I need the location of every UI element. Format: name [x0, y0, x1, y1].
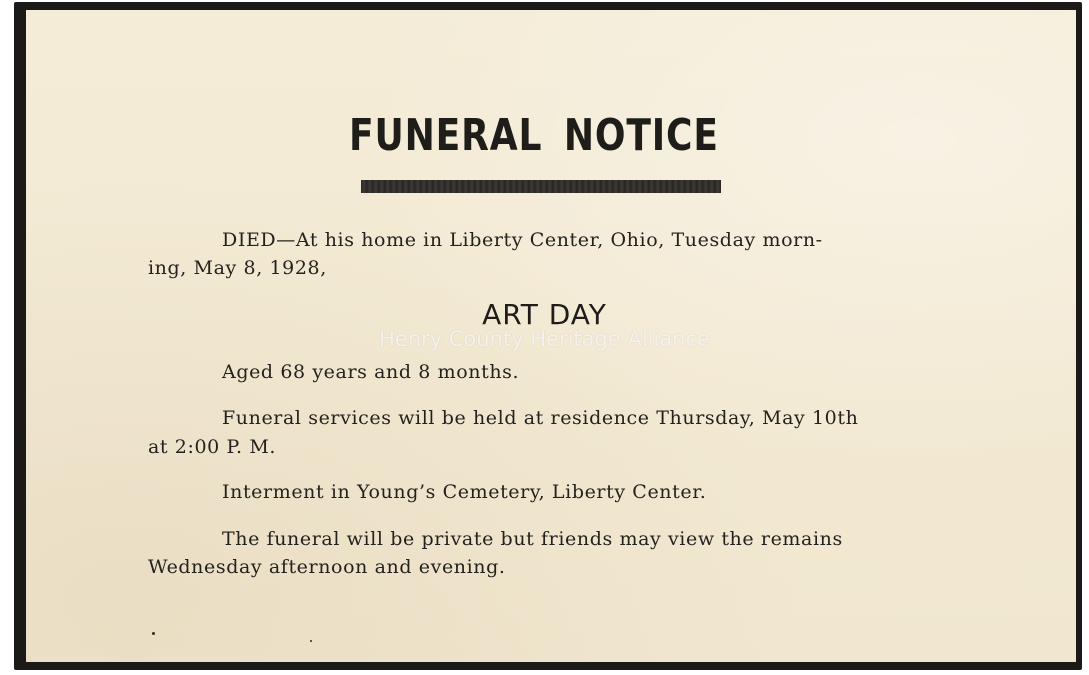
- deceased-name: ART DAY: [482, 298, 607, 331]
- age-line: Aged 68 years and 8 months.: [222, 361, 520, 383]
- services-line-1: Funeral services will be held at residence Thursday, May 10th: [222, 407, 859, 429]
- notice-title: FUNERAL NOTICE: [349, 110, 719, 161]
- services-line-2: at 2:00 P. M.: [148, 436, 277, 458]
- interment-line: Interment in Young’s Cemetery, Liberty Center.: [222, 481, 707, 503]
- viewing-line-2: Wednesday afternoon and evening.: [148, 556, 506, 578]
- died-line-1: DIED—At his home in Liberty Center, Ohio, Tuesday morn-: [222, 229, 823, 251]
- watermark-text: Henry County Heritage Alliance: [379, 327, 710, 351]
- paper-speck: [310, 640, 312, 642]
- paper-speck: [152, 632, 155, 635]
- viewing-line-1: The funeral will be private but friends may view the remains: [222, 528, 843, 550]
- died-line-2: ing, May 8, 1928,: [148, 257, 327, 279]
- title-underline-rule: [361, 180, 721, 193]
